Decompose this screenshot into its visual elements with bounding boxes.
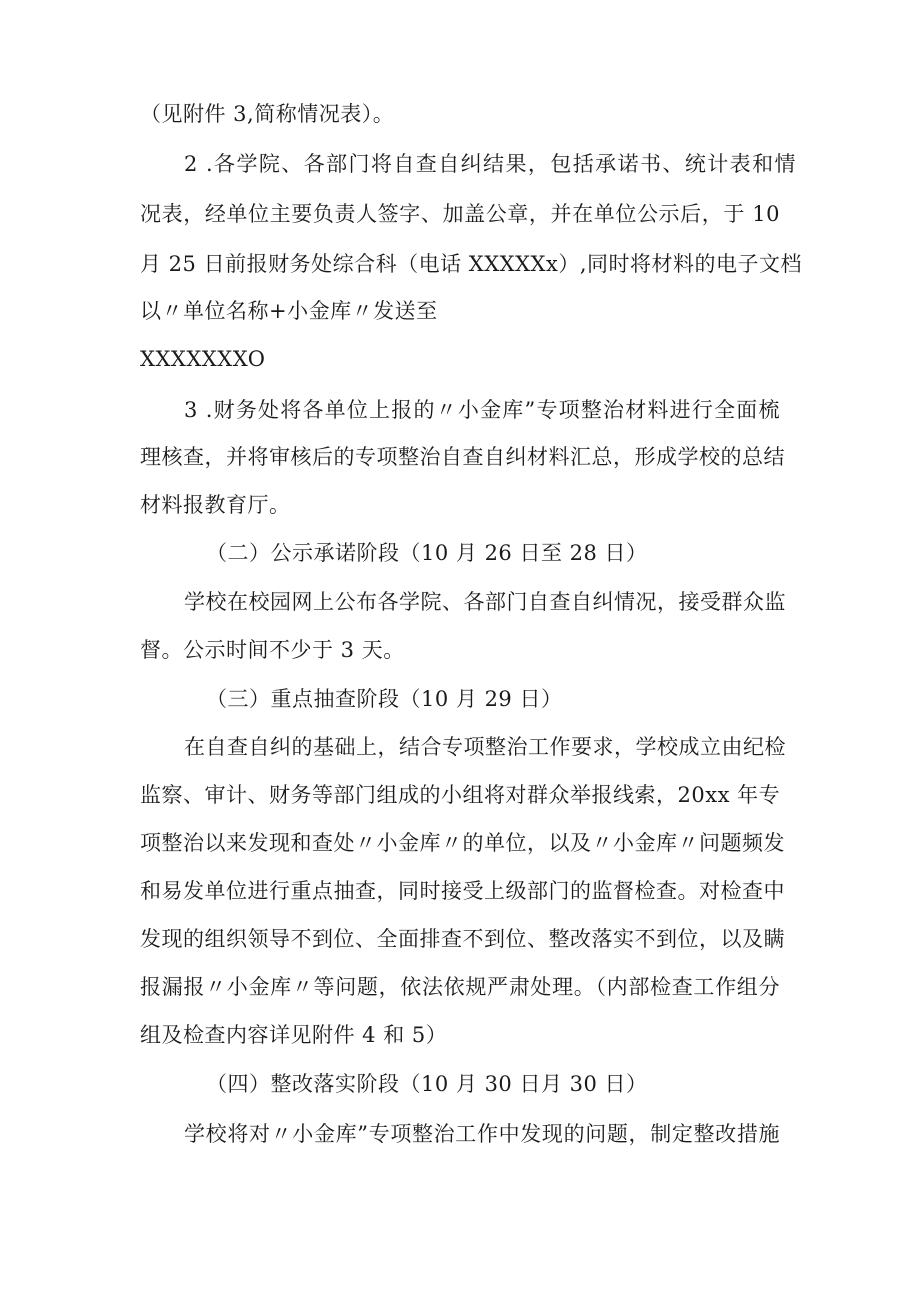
text-line-inspection-cont1: 监察、审计、财务等部门组成的小组将对群众举报线索，20xx 年专 (140, 783, 781, 807)
text-line-item3-cont1: 理核查，并将审核后的专项整治自查自纠材料汇总，形成学校的总结 (140, 445, 785, 469)
text-line-item2-cont3: 以〃单位名称+小金库〃发送至 (140, 299, 438, 323)
text-line-inspection-cont6: 组及检查内容详见附件 4 和 5） (140, 1023, 448, 1047)
text-line-publicity-cont: 督。公示时间不少于 3 天。 (140, 638, 405, 662)
text-line-item3-cont2: 材料报教育厅。 (140, 493, 291, 517)
text-line-item2-cont2: 月 25 日前报财务处综合科（电话 XXXXXx）,同时将材料的电子文档 (140, 252, 803, 276)
section-heading-4: （四）整改落实阶段（10 月 30 日月 30 日） (206, 1072, 648, 1096)
text-line-inspection-cont4: 发现的组织领导不到位、全面排查不到位、整改落实不到位，以及瞒 (140, 927, 785, 951)
text-line-publicity-start: 学校在校园网上公布各学院、各部门自查自纠情况，接受群众监 (184, 590, 786, 614)
text-line-item2-cont1: 况表，经单位主要负责人签字、加盖公章，并在单位公示后，于 10 (140, 202, 780, 226)
text-line-inspection-cont3: 和易发单位进行重点抽查，同时接受上级部门的监督检查。对检查中 (140, 879, 785, 903)
section-heading-3: （三）重点抽查阶段（10 月 29 日） (206, 687, 563, 711)
text-line-email: XXXXXXXO (140, 347, 266, 371)
section-heading-2: （二）公示承诺阶段（10 月 26 日至 28 日） (206, 541, 648, 565)
text-line-inspection-cont2: 项整治以来发现和查处〃小金库〃的单位，以及〃小金库〃问题频发 (140, 831, 785, 855)
text-line-item2-start: 2 .各学院、各部门将自查自纠结果，包括承诺书、统计表和情 (184, 152, 796, 176)
text-line-inspection-cont5: 报漏报〃小金库〃等问题，依法依规严肃处理。（内部检查工作组分 (140, 975, 780, 999)
text-line-rectification-start: 学校将对〃小金库”专项整治工作中发现的问题，制定整改措施 (184, 1122, 780, 1146)
text-line-item3-start: 3 .财务处将各单位上报的〃小金库”专项整治材料进行全面梳 (184, 398, 780, 422)
text-line-attachment-note: （见附件 3,简称情况表）。 (140, 102, 395, 126)
text-line-inspection-start: 在自查自纠的基础上，结合专项整治工作要求，学校成立由纪检 (184, 735, 786, 759)
